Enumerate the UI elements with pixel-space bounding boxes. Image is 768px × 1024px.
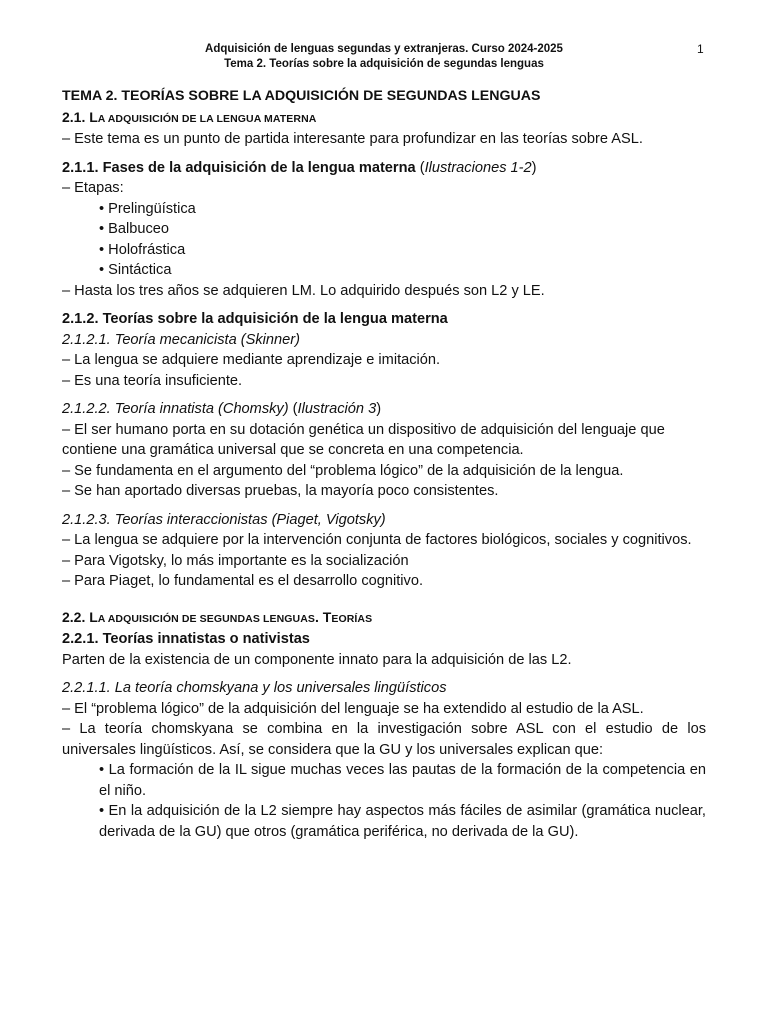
subsection-2-1-2-2-ref: Ilustración 3 — [297, 401, 377, 417]
header-course-line: Adquisición de lenguas segundas y extranjeras. Curso 2024-2025 — [205, 43, 563, 55]
section-2-1-number: 2.1. L — [62, 108, 98, 125]
paragraph-line: – Es una teoría insuficiente. — [62, 372, 243, 389]
etapa-item: • Prelingüística — [99, 200, 196, 217]
etapas-label: – Etapas: — [62, 180, 124, 196]
subsection-2-1-2-3-title: 2.1.2.3. Teorías interaccionistas (Piaget, Vigotsky) — [62, 511, 386, 528]
section-2-2-title-2: EORÍAS — [331, 612, 373, 625]
section-2-1-intro: – Este tema es un punto de partida interesante para profundizar en las teorías sobre ASL. — [62, 131, 643, 147]
section-2-1-1-ref: Ilustraciones 1-2 — [424, 159, 532, 176]
subsection-2-1-2-2-title: 2.1.2.2. Teoría innatista (Chomsky) — [62, 401, 289, 417]
paragraph-line: – Para Vigotsky, lo más importante es la socialización — [62, 552, 409, 569]
section-2-2-1-text: Parten de la existencia de un componente innato para la adquisición de las L2. — [62, 651, 572, 668]
page-number: 1 — [697, 42, 704, 56]
bullet-item: • En la adquisición de la L2 siempre hay aspectos más fáciles de asimilar (gramática nuclear, derivada de la GU) que otros (gramática periférica, no derivada de la GU). — [99, 803, 706, 840]
subsection-2-2-1-1-title: 2.2.1.1. La teoría chomskyana y los universales lingüísticos — [62, 680, 447, 696]
paragraph-line: – Se han aportado diversas pruebas, la mayoría poco consistentes. — [62, 483, 499, 499]
paragraph-line: – Se fundamenta en el argumento del “problema lógico” de la adquisición de la lengua. — [62, 462, 624, 479]
document-body — [62, 86, 706, 842]
running-header — [0, 42, 768, 72]
section-2-1-1-note: – Hasta los tres años se adquieren LM. Lo adquirido después son L2 y LE. — [62, 282, 545, 299]
section-2-1-heading — [62, 107, 706, 130]
section-2-2-separator: . T — [315, 608, 332, 625]
section-2-1-2-heading: 2.1.2. Teorías sobre la adquisición de la lengua materna — [62, 311, 448, 327]
document-title: TEMA 2. TEORÍAS SOBRE LA ADQUISICIÓN DE SEGUNDAS LENGUAS — [62, 88, 541, 104]
paragraph-line: – La lengua se adquiere mediante aprendizaje e imitación. — [62, 352, 441, 368]
section-2-1-1-title: 2.1.1. Fases de la adquisición de la lengua materna — [62, 159, 416, 176]
subsection-2-1-2-1-title: 2.1.2.1. Teoría mecanicista (Skinner) — [62, 331, 300, 348]
section-2-2-title: A ADQUISICIÓN DE SEGUNDAS LENGUAS — [97, 612, 316, 625]
subsection-2-1-2-2-ref-close: ) — [376, 401, 382, 417]
section-2-1-title: A ADQUISICIÓN DE LA LENGUA MATERNA — [97, 112, 317, 125]
bullet-item: • La formación de la IL sigue muchas veces las pautas de la formación de la competencia en el niño. — [99, 762, 706, 799]
section-2-1-1-heading — [62, 158, 706, 179]
subsection-2-1-2-2-ref-open: ( — [288, 401, 298, 417]
paragraph-line: – El ser humano porta en su dotación genética un dispositivo de adquisición del lenguaje que contiene una gramática universal que se concreta en una competencia. — [62, 421, 665, 458]
section-2-2-1-heading: 2.2.1. Teorías innatistas o nativistas — [62, 631, 310, 647]
paragraph-line: – La lengua se adquiere por la intervención conjunta de factores biológicos, sociales y cognitivos. — [62, 532, 692, 548]
paragraph-line: – Para Piaget, lo fundamental es el desarrollo cognitivo. — [62, 573, 424, 589]
header-topic-line: Tema 2. Teorías sobre la adquisición de segundas lenguas — [224, 58, 544, 70]
section-2-1-1-ref-close: ) — [531, 159, 537, 176]
subsection-2-1-2-2-heading — [62, 399, 706, 420]
section-2-2-heading — [62, 607, 706, 630]
etapa-item: • Holofrástica — [99, 241, 186, 258]
section-2-1-1-ref-open: ( — [415, 159, 425, 176]
etapa-item: • Sintáctica — [99, 262, 172, 278]
etapa-item: • Balbuceo — [99, 221, 170, 237]
paragraph-line: – La teoría chomskyana se combina en la investigación sobre ASL con el estudio de los universales lingüísticos. Así, se considera que la GU y los universales explican que: — [62, 721, 706, 758]
paragraph-line: – El “problema lógico” de la adquisición del lenguaje se ha extendido al estudio de la ASL. — [62, 700, 644, 717]
section-2-2-number: 2.2. L — [62, 608, 98, 625]
